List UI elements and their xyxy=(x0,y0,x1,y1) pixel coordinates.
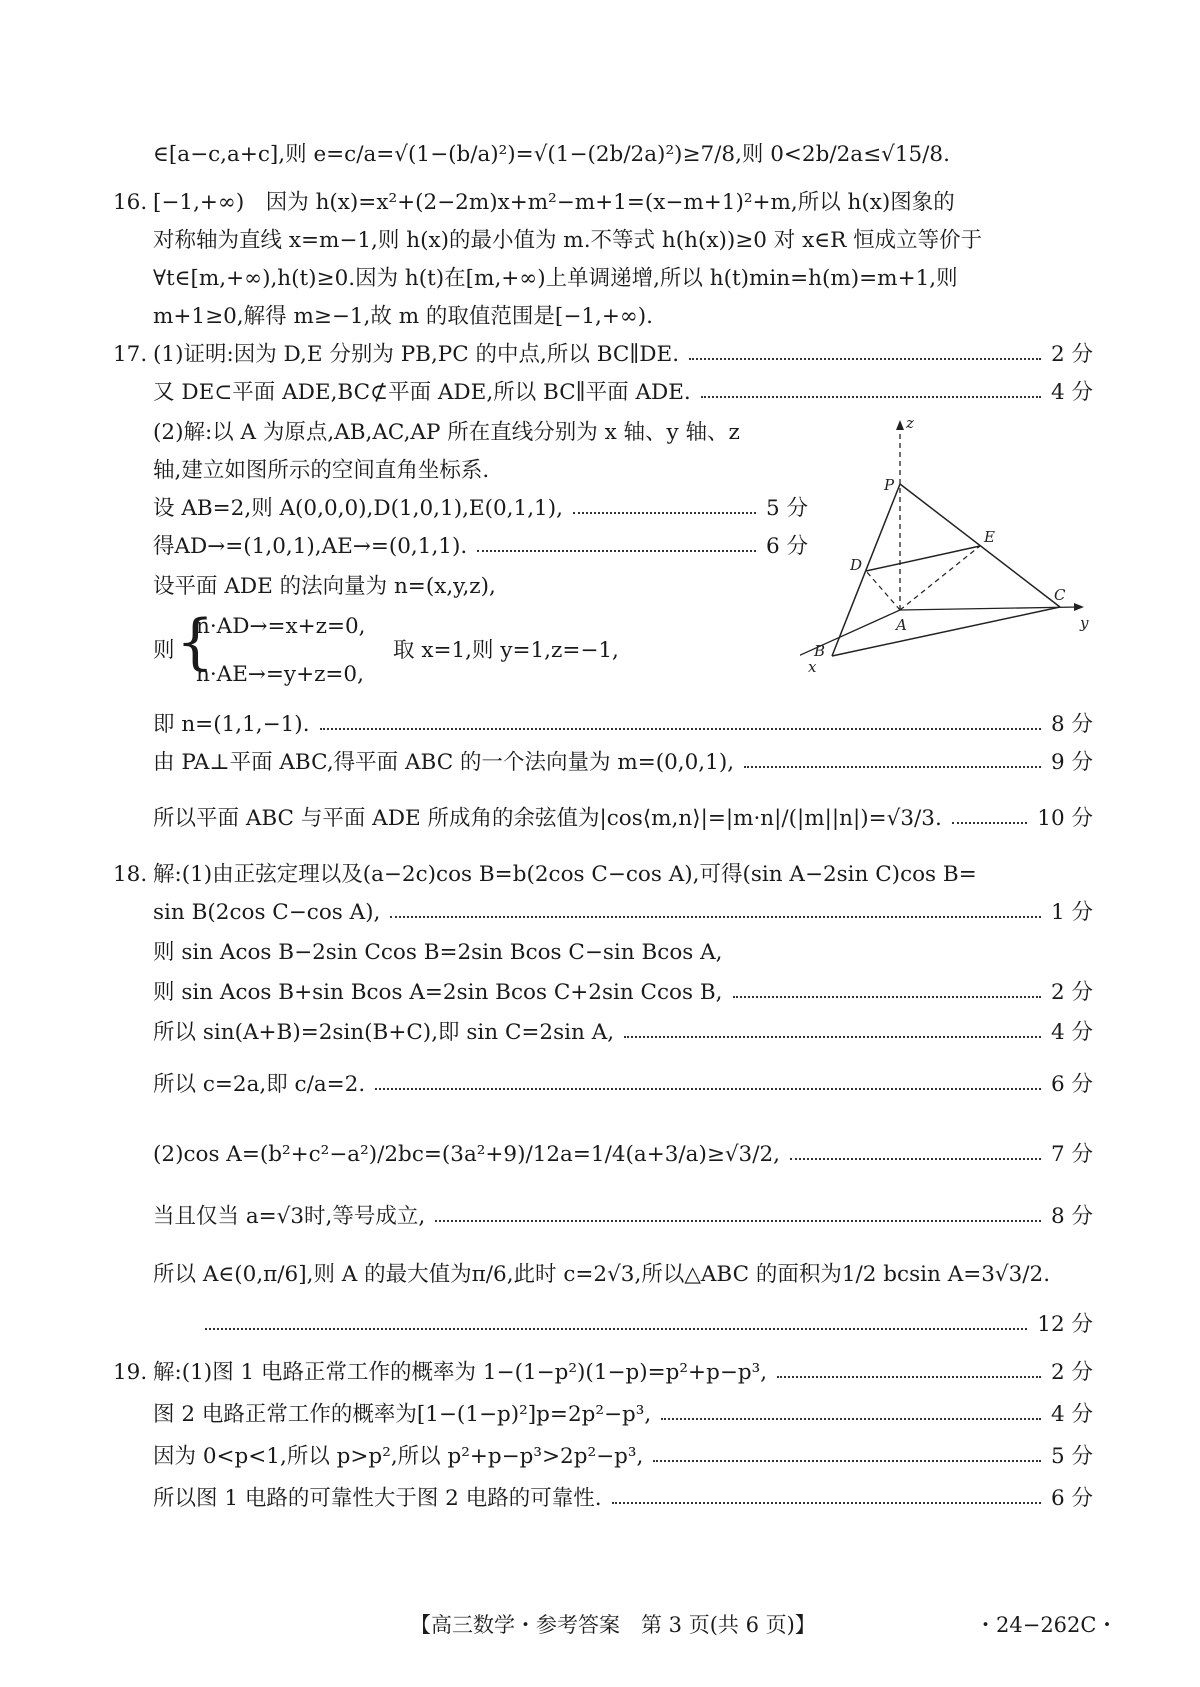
question-17-number: 17. xyxy=(113,342,148,367)
q17-line-5 xyxy=(153,494,808,524)
leader-dots xyxy=(952,822,1028,824)
left-brace: { xyxy=(176,607,215,677)
label-p: P xyxy=(884,476,895,494)
leader-dots xyxy=(612,1502,1041,1504)
q17-line-10-text: 所以平面 ABC 与平面 ADE 所成角的余弦值为|cos⟨m,n⟩|=|m·n|/(|m||n|)=√3/3. xyxy=(153,806,942,831)
leader-dots xyxy=(320,728,1041,730)
q18-line-8 xyxy=(153,1202,1093,1232)
label-c: C xyxy=(1054,586,1066,604)
q19-line-4 xyxy=(153,1484,1093,1514)
q17-line-7: 设平面 ADE 的法向量为 n=(x,y,z), xyxy=(153,574,496,599)
footer-code: ・24−262C・ xyxy=(975,1613,1118,1637)
q17-line-8-points: 8 分 xyxy=(1050,712,1093,737)
q19-line-1-text: 解:(1)图 1 电路正常工作的概率为 1−(1−p²)(1−p)=p²+p−p³, xyxy=(153,1360,768,1385)
q18-line-3: 则 sin Acos B−2sin Ccos B=2sin Bcos C−sin Bcos A, xyxy=(153,940,723,965)
q17-line-1-text: (1)证明:因为 D,E 分别为 PB,PC 的中点,所以 BC∥DE. xyxy=(153,342,680,367)
q16-line-2: 对称轴为直线 x=m−1,则 h(x)的最小值为 m.不等式 h(h(x))≥0 对 x∈R 恒成立等价于 xyxy=(153,228,983,253)
leader-dots xyxy=(733,996,1041,998)
q18-line-4-text: 则 sin Acos B+sin Bcos A=2sin Bcos C+2sin Ccos B, xyxy=(153,980,723,1005)
q19-line-3-text: 因为 0<p<1,所以 p>p²,所以 p²+p−p³>2p²−p³, xyxy=(153,1444,644,1469)
q17-line-10 xyxy=(153,804,1093,834)
q19-line-4-text: 所以图 1 电路的可靠性大于图 2 电路的可靠性. xyxy=(153,1486,602,1511)
leader-dots xyxy=(790,1158,1041,1160)
q17-system-eq-2: n·AE→=y+z=0, xyxy=(196,662,364,687)
q17-line-3: (2)解:以 A 为原点,AB,AC,AP 所在直线分别为 x 轴、y 轴、z xyxy=(153,420,740,445)
q18-line-8-points: 8 分 xyxy=(1050,1204,1093,1229)
leader-dots xyxy=(653,1460,1041,1462)
question-18-number: 18. xyxy=(113,862,148,887)
q18-line-1: 解:(1)由正弦定理以及(a−2c)cos B=b(2cos C−cos A),可得(sin A−2sin C)cos B= xyxy=(153,862,977,887)
leader-dots xyxy=(689,358,1041,360)
q16-line-1: [−1,+∞) 因为 h(x)=x²+(2−2m)x+m²−m+1=(x−m+1)²+m,所以 h(x)图象的 xyxy=(153,190,955,215)
q18-line-7-points: 7 分 xyxy=(1050,1142,1093,1167)
q19-line-3-points: 5 分 xyxy=(1050,1444,1093,1469)
q17-line-9-points: 9 分 xyxy=(1050,750,1093,775)
q17-line-1-points: 2 分 xyxy=(1050,342,1093,367)
q17-system-prefix: 则 xyxy=(153,638,175,663)
q18-line-9: 所以 A∈(0,π/6],则 A 的最大值为π/6,此时 c=2√3,所以△ABC 的面积为1/2 bcsin A=3√3/2. xyxy=(153,1262,1051,1287)
q17-line-6-points: 6 分 xyxy=(765,534,808,559)
q19-line-1 xyxy=(153,1358,1093,1388)
continuation-line: ∈[a−c,a+c],则 e=c/a=√(1−(b/a)²)=√(1−(2b/2a)²)≥7/8,则 0<2b/2a≤√15/8. xyxy=(153,142,950,167)
q16-line-4: m+1≥0,解得 m≥−1,故 m 的取值范围是[−1,+∞). xyxy=(153,304,653,329)
label-y: y xyxy=(1080,614,1089,632)
label-a: A xyxy=(896,616,907,634)
z-arrow-head xyxy=(896,420,904,430)
segment-ad xyxy=(866,571,900,610)
edge-pb xyxy=(832,484,900,656)
q18-line-7-text: (2)cos A=(b²+c²−a²)/2bc=(3a²+9)/12a=1/4(a+3/a)≥√3/2, xyxy=(153,1142,780,1167)
leader-dots xyxy=(744,766,1041,768)
q17-line-2-points: 4 分 xyxy=(1050,380,1093,405)
q18-line-6-points: 6 分 xyxy=(1050,1072,1093,1097)
q17-line-9-text: 由 PA⊥平面 ABC,得平面 ABC 的一个法向量为 m=(0,0,1), xyxy=(153,750,735,775)
leader-dots xyxy=(573,512,756,514)
leader-dots xyxy=(390,916,1041,918)
leader-dots xyxy=(624,1036,1041,1038)
leader-dots xyxy=(205,1328,1027,1330)
question-16-number: 16. xyxy=(113,190,148,215)
q17-line-2-text: 又 DE⊂平面 ADE,BC⊄平面 ADE,所以 BC∥平面 ADE. xyxy=(153,380,691,405)
q18-line-7 xyxy=(153,1140,1093,1170)
leader-dots xyxy=(661,1418,1041,1420)
leader-dots xyxy=(477,550,756,552)
q18-line-10 xyxy=(205,1310,1093,1340)
q17-line-10-points: 10 分 xyxy=(1037,806,1093,831)
segment-de xyxy=(866,546,980,571)
q18-line-4 xyxy=(153,978,1093,1008)
q18-line-10-points: 12 分 xyxy=(1037,1312,1093,1337)
q19-line-2 xyxy=(153,1400,1093,1430)
y-arrow-head xyxy=(1074,603,1084,611)
q19-line-3 xyxy=(153,1442,1093,1472)
q18-line-2-points: 1 分 xyxy=(1050,900,1093,925)
q19-line-1-points: 2 分 xyxy=(1050,1360,1093,1385)
q19-line-2-points: 4 分 xyxy=(1050,1402,1093,1427)
q17-line-9 xyxy=(153,748,1093,778)
leader-dots xyxy=(777,1376,1041,1378)
q18-line-2-text: sin B(2cos C−cos A), xyxy=(153,900,381,925)
label-b: B xyxy=(814,642,826,660)
coordinate-figure xyxy=(800,414,1100,674)
q17-line-1 xyxy=(153,340,1093,370)
label-e: E xyxy=(984,528,995,546)
q16-line-3: ∀t∈[m,+∞),h(t)≥0.因为 h(t)在[m,+∞)上单调递增,所以 h(t)min=h(m)=m+1,则 xyxy=(153,266,958,291)
q17-line-6 xyxy=(153,532,808,562)
q18-line-2 xyxy=(153,898,1093,928)
q17-line-8 xyxy=(153,710,1093,740)
q17-line-4: 轴,建立如图所示的空间直角坐标系. xyxy=(153,458,490,483)
edge-bc xyxy=(832,607,1060,656)
edge-pc xyxy=(900,484,1060,607)
label-d: D xyxy=(850,556,863,574)
q18-line-5 xyxy=(153,1018,1093,1048)
label-z: z xyxy=(906,414,914,432)
q17-line-6-text: 得AD→=(1,0,1),AE→=(0,1,1). xyxy=(153,534,468,559)
segment-ae xyxy=(900,546,980,610)
q17-system-result: 取 x=1,则 y=1,z=−1, xyxy=(393,638,619,663)
q17-system-eq-1: n·AD→=x+z=0, xyxy=(196,614,366,639)
q18-line-5-text: 所以 sin(A+B)=2sin(B+C),即 sin C=2sin A, xyxy=(153,1020,615,1045)
q18-line-4-points: 2 分 xyxy=(1050,980,1093,1005)
question-19-number: 19. xyxy=(113,1360,148,1385)
q17-line-8-text: 即 n=(1,1,−1). xyxy=(153,712,310,737)
q18-line-6-text: 所以 c=2a,即 c/a=2. xyxy=(153,1072,366,1097)
q17-line-5-points: 5 分 xyxy=(765,496,808,521)
leader-dots xyxy=(375,1088,1041,1090)
q19-line-4-points: 6 分 xyxy=(1050,1486,1093,1511)
q19-line-2-text: 图 2 电路正常工作的概率为[1−(1−p)²]p=2p²−p³, xyxy=(153,1402,652,1427)
leader-dots xyxy=(435,1220,1041,1222)
q17-line-5-text: 设 AB=2,则 A(0,0,0),D(1,0,1),E(0,1,1), xyxy=(153,496,563,521)
q18-line-8-text: 当且仅当 a=√3时,等号成立, xyxy=(153,1204,426,1229)
footer-center: 【高三数学・参考答案 第 3 页(共 6 页)】 xyxy=(410,1613,816,1637)
q17-line-2 xyxy=(153,378,1093,408)
q18-line-5-points: 4 分 xyxy=(1050,1020,1093,1045)
leader-dots xyxy=(701,396,1041,398)
q18-line-6 xyxy=(153,1070,1093,1100)
label-x: x xyxy=(808,658,817,674)
